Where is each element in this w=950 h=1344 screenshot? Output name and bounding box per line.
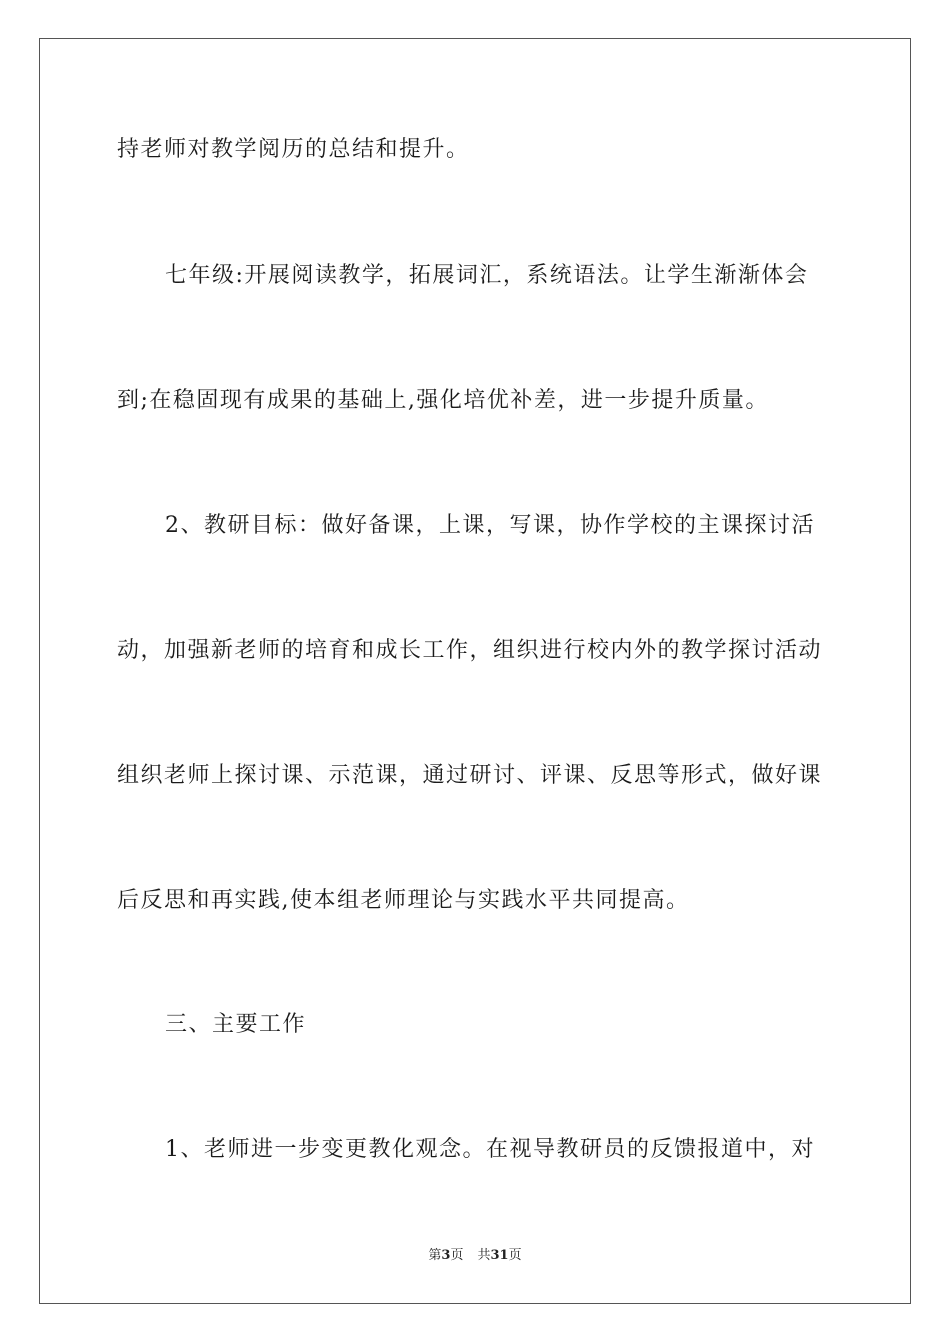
body-line-2: 七年级:开展阅读教学，拓展词汇，系统语法。让学生渐渐体会 (165, 263, 809, 288)
body-line-6: 组织老师上探讨课、示范课，通过研讨、评课、反思等形式，做好课 (117, 763, 823, 788)
page-footer (0, 1247, 950, 1265)
footer-total-prefix: 共 (477, 1248, 491, 1263)
footer-page-prefix: 第 (428, 1248, 442, 1263)
body-line-1: 持老师对教学阅历的总结和提升。 (117, 137, 470, 162)
page-border (39, 38, 911, 1304)
footer-total-suffix: 页 (508, 1248, 522, 1263)
body-line-3: 到;在稳固现有成果的基础上,强化培优补差，进一步提升质量。 (117, 388, 769, 413)
body-line-9: 1、老师进一步变更教化观念。在视导教研员的反馈报道中，对 (165, 1137, 815, 1162)
body-line-5: 动，加强新老师的培育和成长工作，组织进行校内外的教学探讨活动 (117, 638, 823, 663)
footer-total-pages: 31 (490, 1248, 509, 1263)
body-line-7: 后反思和再实践,使本组老师理论与实践水平共同提高。 (117, 888, 690, 913)
body-line-4: 2、教研目标：做好备课，上课，写课，协作学校的主课探讨活 (165, 513, 815, 538)
section-heading: 三、主要工作 (165, 1012, 307, 1037)
footer-page-suffix: 页 (450, 1248, 464, 1263)
footer-page-number: 3 (441, 1248, 451, 1263)
